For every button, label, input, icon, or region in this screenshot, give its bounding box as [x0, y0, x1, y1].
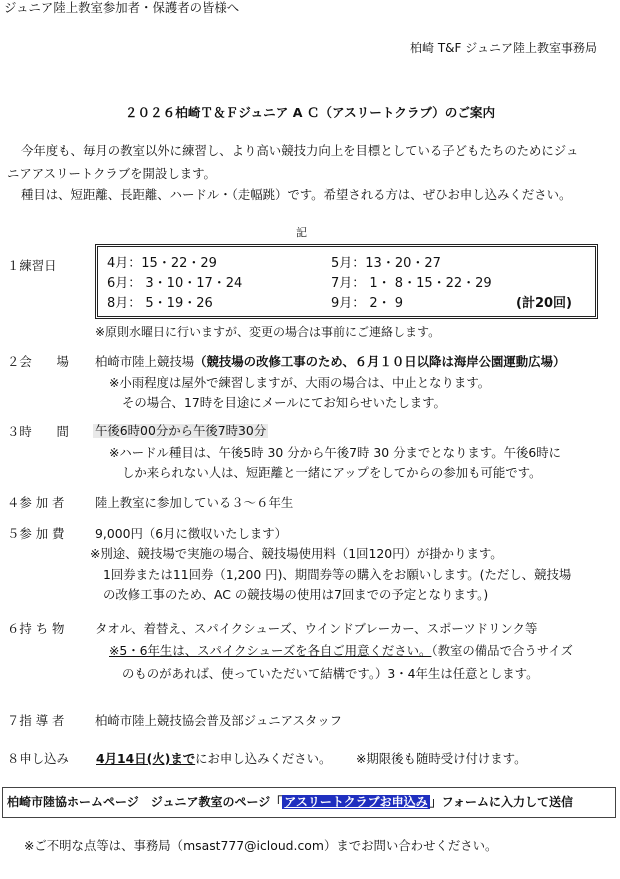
venue-note-1: ※小雨程度は屋外で練習しますが、大雨の場合は、中止となります。	[109, 375, 491, 390]
venue-note-2: その場合、17時を目途にメールにてお知らせいたします。	[122, 395, 446, 410]
schedule-row-3-left: 8月： 5・19・26	[107, 296, 213, 311]
banner-text	[7, 796, 573, 808]
apply-note: ※期限後も随時受け付けます。	[356, 751, 527, 766]
items-note-2: のものがあれば、使っていただいて結構です。）3・4年生は任意とします。	[122, 666, 539, 681]
sender-line: 柏崎 T&F ジュニア陸上教室事務局	[410, 41, 597, 55]
fee-note-3: の改修工事のため、AC の競技場の使用は7回までの予定となります。)	[103, 587, 489, 602]
apply-deadline: 4月14日(火)まで	[96, 751, 196, 766]
venue-label: ２会 場	[7, 354, 69, 369]
intro-line-3: 種目は、短距離、長距離、ハードル・（走幅跳）です。希望される方は、ぜひお申し込みください。	[21, 187, 572, 202]
schedule-row-1-left: 4月：15・22・29	[107, 256, 217, 271]
apply-text: にお申し込みください。	[195, 751, 332, 766]
schedule-note: ※原則水曜日に行いますが、変更の場合は事前にご連絡します。	[95, 325, 441, 339]
venue-change-note: （競技場の改修工事のため、６月１０日以降は海岸公園運動広場）	[194, 354, 566, 369]
time-note-2: しか来られない人は、短距離と一緒にアップをしてからの参加も可能です。	[122, 465, 542, 480]
items-note-1	[109, 645, 573, 657]
intro-line-2: ニアアスリートクラブを開設します。	[7, 166, 216, 181]
schedule-total: (計20回)	[516, 296, 572, 311]
athlete-club-form-link[interactable]: アスリートクラブお申込み	[284, 795, 428, 809]
staff-label: ７指 導 者	[7, 713, 65, 728]
staff-value: 柏崎市陸上競技協会普及部ジュニアスタッフ	[95, 713, 343, 728]
fee-note-2: 1回券または11回券（1,200 円)、期間券等の購入をお願いします。(ただし、競技場	[103, 567, 572, 582]
apply-value	[96, 753, 331, 765]
schedule-row-1-right: 5月：13・20・27	[331, 256, 441, 271]
time-label: ３時 間	[7, 424, 69, 439]
schedule-row-2-right: 7月： 1・ 8・15・22・29	[331, 276, 492, 291]
items-value: タオル、着替え、スパイクシューズ、ウインドブレーカー、スポーツドリンク等	[95, 621, 538, 636]
fee-label: ５参 加 費	[7, 526, 65, 541]
schedule-label: １練習日	[7, 258, 57, 273]
items-note-1-rest: （教室の備品で合うサイズ	[431, 643, 573, 658]
banner-prefix: 柏崎市陸協ホームページ ジュニア教室のページ「	[7, 795, 283, 809]
time-value: 午後6時00分から午後7時30分	[95, 423, 267, 438]
contact-footer: ※ご不明な点等は、事務局（msast777@icloud.com）までお問い合わせください。	[24, 838, 498, 853]
recipient-line: ジュニア陸上教室参加者・保護者の皆様へ	[4, 0, 240, 15]
items-label: ６持 ち 物	[7, 621, 65, 636]
participants-label: ４参 加 者	[7, 495, 65, 510]
intro-line-1: 今年度も、毎月の教室以外に練習し、より高い競技力向上を目標としている子どもたちのためにジュ	[21, 143, 579, 158]
schedule-row-2-left: 6月： 3・10・17・24	[107, 276, 243, 291]
venue-name: 柏崎市陸上競技場	[95, 354, 195, 369]
ki-mark: 記	[296, 226, 307, 239]
participants-value: 陸上教室に参加している３～６年生	[95, 495, 294, 510]
venue-value	[95, 356, 565, 368]
apply-label: ８申し込み	[7, 751, 69, 766]
fee-value: 9,000円（6月に徴収いたします）	[95, 526, 288, 541]
page-title: ２０２６柏崎Ｔ＆Ｆジュニア A Ｃ（アスリートクラブ）のご案内	[124, 105, 496, 120]
fee-note-1: ※別途、競技場で実施の場合、競技場使用料（1回120円）が掛かります。	[90, 546, 503, 561]
time-note-1: ※ハードル種目は、午後5時 30 分から午後7時 30 分までとなります。午後6時に	[109, 445, 562, 460]
spike-shoes-note: ※5・6年生は、スパイクシューズを各自ご用意ください。	[109, 643, 432, 658]
banner-suffix: 」フォームに入力して送信	[429, 795, 573, 809]
schedule-row-3-right: 9月： 2・ 9	[331, 296, 404, 311]
